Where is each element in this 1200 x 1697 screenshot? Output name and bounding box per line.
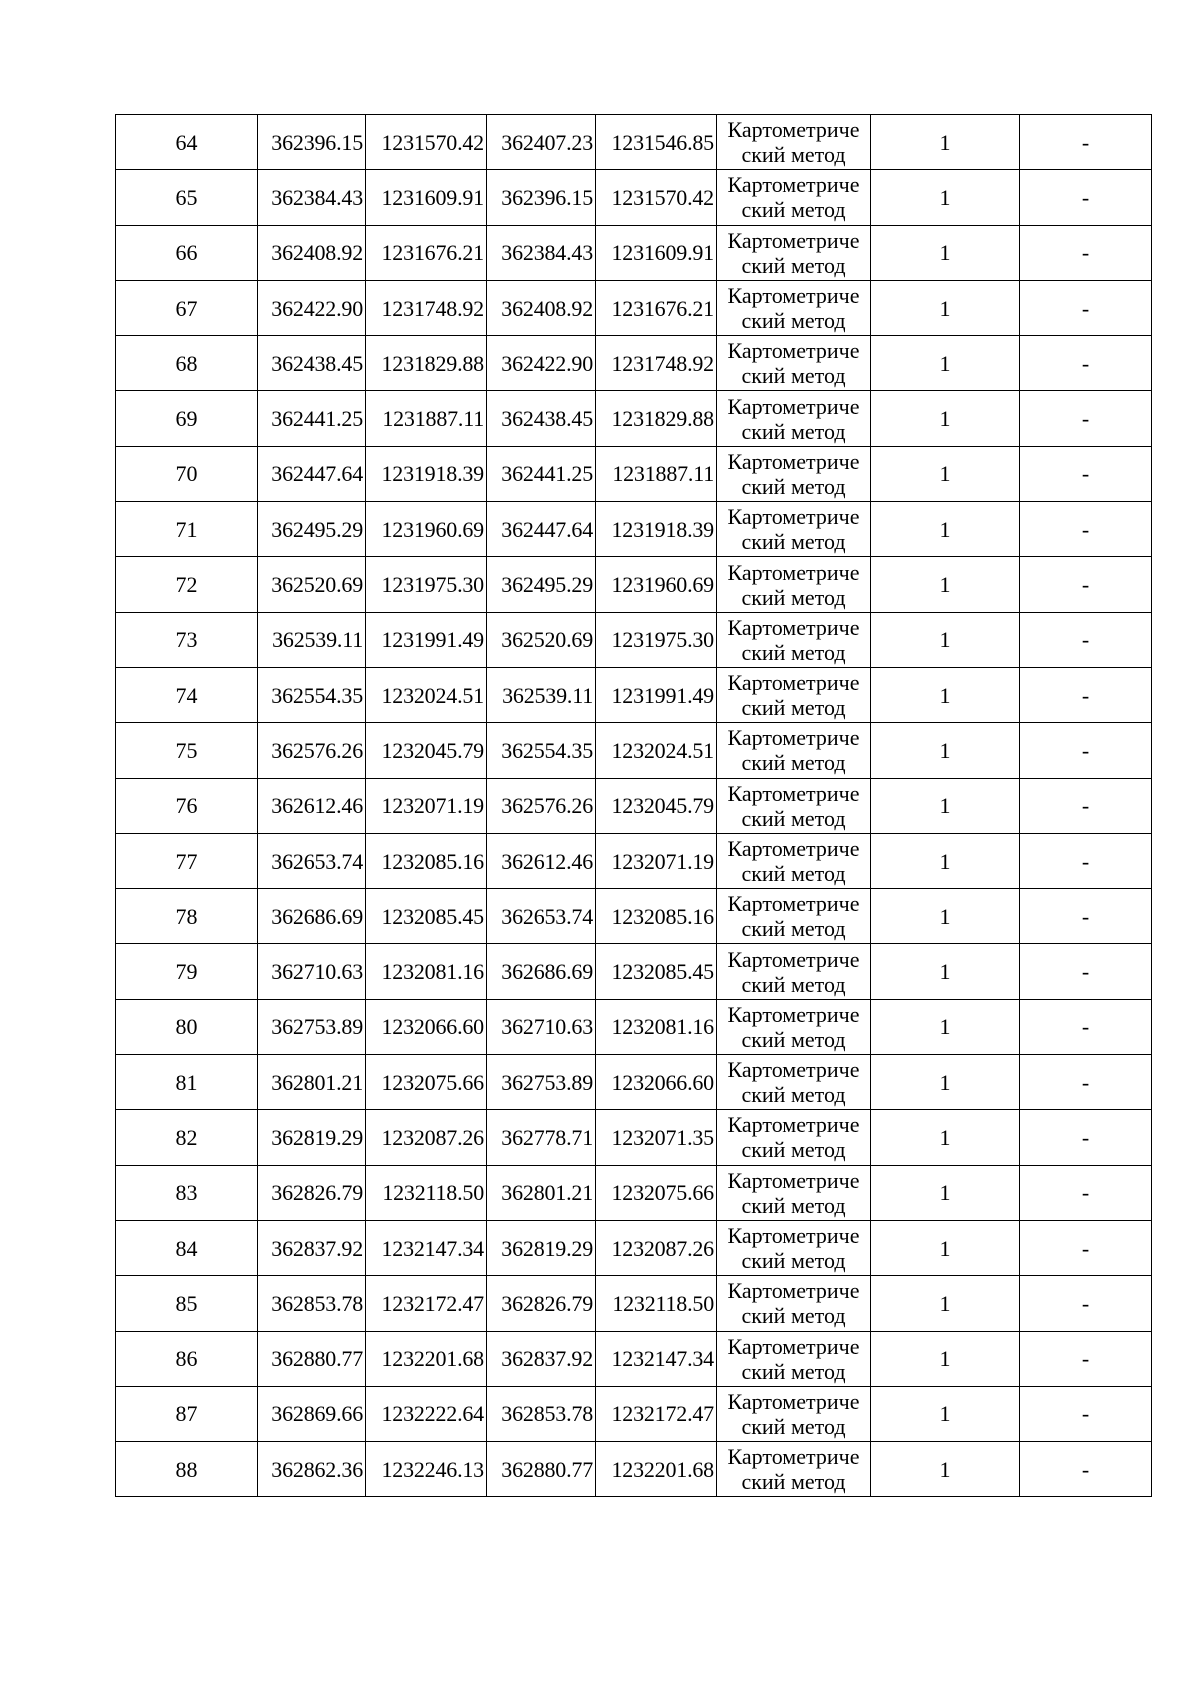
note-cell: - — [1020, 1110, 1152, 1165]
method-cell — [717, 1220, 871, 1275]
method-text-line2: ский метод — [741, 750, 846, 776]
accuracy-cell: 1 — [871, 446, 1020, 501]
method-cell — [717, 336, 871, 391]
method-text-line1: Картометриче — [727, 1388, 860, 1414]
x2-cell: 362653.74 — [487, 889, 596, 944]
accuracy-cell: 1 — [871, 1110, 1020, 1165]
point-number-cell: 69 — [116, 391, 258, 446]
method-text-line2: ский метод — [741, 363, 846, 389]
y1-cell: 1231609.91 — [366, 170, 487, 225]
x1-cell: 362539.11 — [258, 612, 366, 667]
method-text-line2: ский метод — [741, 1026, 846, 1052]
method-text-line1: Картометриче — [727, 614, 860, 640]
y2-cell: 1232071.19 — [596, 833, 717, 888]
y2-cell: 1232147.34 — [596, 1331, 717, 1386]
accuracy-cell: 1 — [871, 778, 1020, 833]
accuracy-cell: 1 — [871, 833, 1020, 888]
accuracy-cell: 1 — [871, 1331, 1020, 1386]
x1-cell: 362801.21 — [258, 1055, 366, 1110]
note-cell: - — [1020, 115, 1152, 170]
method-text-line2: ский метод — [741, 639, 846, 665]
table-row — [116, 280, 1152, 335]
y1-cell: 1232118.50 — [366, 1165, 487, 1220]
table-row — [116, 1165, 1152, 1220]
x1-cell: 362853.78 — [258, 1276, 366, 1331]
note-cell: - — [1020, 1386, 1152, 1441]
method-text-line1: Картометриче — [727, 283, 860, 309]
method-text-line2: ский метод — [741, 1413, 846, 1439]
method-cell — [717, 1055, 871, 1110]
method-text-line2: ский метод — [741, 529, 846, 555]
point-number-cell: 88 — [116, 1442, 258, 1497]
x1-cell: 362880.77 — [258, 1331, 366, 1386]
method-text-line1: Картометриче — [727, 946, 860, 972]
x1-cell: 362862.36 — [258, 1442, 366, 1497]
point-number-cell: 84 — [116, 1220, 258, 1275]
method-text-line1: Картометриче — [727, 1167, 860, 1193]
y1-cell: 1232085.16 — [366, 833, 487, 888]
method-text-line2: ский метод — [741, 142, 846, 168]
x2-cell: 362853.78 — [487, 1386, 596, 1441]
x1-cell: 362653.74 — [258, 833, 366, 888]
table-row — [116, 446, 1152, 501]
table-row — [116, 667, 1152, 722]
y2-cell: 1232081.16 — [596, 999, 717, 1054]
y1-cell: 1232201.68 — [366, 1331, 487, 1386]
x2-cell: 362819.29 — [487, 1220, 596, 1275]
y1-cell: 1231676.21 — [366, 225, 487, 280]
point-number-cell: 76 — [116, 778, 258, 833]
method-text-line1: Картометриче — [727, 172, 860, 198]
y2-cell: 1231991.49 — [596, 667, 717, 722]
point-number-cell: 65 — [116, 170, 258, 225]
y1-cell: 1232081.16 — [366, 944, 487, 999]
table-row — [116, 1386, 1152, 1441]
point-number-cell: 71 — [116, 502, 258, 557]
y2-cell: 1231676.21 — [596, 280, 717, 335]
method-cell — [717, 446, 871, 501]
y2-cell: 1232075.66 — [596, 1165, 717, 1220]
point-number-cell: 74 — [116, 667, 258, 722]
method-text-line1: Картометриче — [727, 1057, 860, 1083]
method-text-line1: Картометриче — [727, 1333, 860, 1359]
note-cell: - — [1020, 612, 1152, 667]
point-number-cell: 73 — [116, 612, 258, 667]
y1-cell: 1232075.66 — [366, 1055, 487, 1110]
x1-cell: 362422.90 — [258, 280, 366, 335]
point-number-cell: 64 — [116, 115, 258, 170]
accuracy-cell: 1 — [871, 1442, 1020, 1497]
method-cell — [717, 1386, 871, 1441]
method-cell — [717, 280, 871, 335]
y1-cell: 1231829.88 — [366, 336, 487, 391]
y2-cell: 1232118.50 — [596, 1276, 717, 1331]
accuracy-cell: 1 — [871, 280, 1020, 335]
method-text-line1: Картометриче — [727, 725, 860, 751]
method-cell — [717, 170, 871, 225]
table-row — [116, 1110, 1152, 1165]
y2-cell: 1231546.85 — [596, 115, 717, 170]
y2-cell: 1231975.30 — [596, 612, 717, 667]
method-text-line2: ский метод — [741, 1137, 846, 1163]
x2-cell: 362801.21 — [487, 1165, 596, 1220]
x1-cell: 362384.43 — [258, 170, 366, 225]
method-text-line2: ский метод — [741, 1469, 846, 1495]
method-cell — [717, 115, 871, 170]
x2-cell: 362554.35 — [487, 723, 596, 778]
y1-cell: 1232222.64 — [366, 1386, 487, 1441]
table-body — [116, 115, 1152, 1497]
x1-cell: 362869.66 — [258, 1386, 366, 1441]
accuracy-cell: 1 — [871, 723, 1020, 778]
y2-cell: 1232201.68 — [596, 1442, 717, 1497]
x1-cell: 362438.45 — [258, 336, 366, 391]
method-text-line2: ский метод — [741, 418, 846, 444]
note-cell: - — [1020, 1331, 1152, 1386]
accuracy-cell: 1 — [871, 336, 1020, 391]
method-text-line1: Картометриче — [727, 227, 860, 253]
method-cell — [717, 723, 871, 778]
accuracy-cell: 1 — [871, 170, 1020, 225]
table-row — [116, 170, 1152, 225]
method-text-line1: Картометриче — [727, 780, 860, 806]
method-text-line2: ский метод — [741, 1358, 846, 1384]
method-text-line2: ский метод — [741, 308, 846, 334]
y2-cell: 1232024.51 — [596, 723, 717, 778]
x1-cell: 362396.15 — [258, 115, 366, 170]
method-cell — [717, 1331, 871, 1386]
method-cell — [717, 667, 871, 722]
y1-cell: 1232087.26 — [366, 1110, 487, 1165]
accuracy-cell: 1 — [871, 1276, 1020, 1331]
method-text-line2: ский метод — [741, 805, 846, 831]
method-text-line2: ский метод — [741, 695, 846, 721]
point-number-cell: 72 — [116, 557, 258, 612]
accuracy-cell: 1 — [871, 889, 1020, 944]
x1-cell: 362819.29 — [258, 1110, 366, 1165]
x2-cell: 362441.25 — [487, 446, 596, 501]
point-number-cell: 87 — [116, 1386, 258, 1441]
y1-cell: 1232085.45 — [366, 889, 487, 944]
y1-cell: 1231991.49 — [366, 612, 487, 667]
x2-cell: 362422.90 — [487, 336, 596, 391]
y1-cell: 1232147.34 — [366, 1220, 487, 1275]
point-number-cell: 85 — [116, 1276, 258, 1331]
table-row — [116, 391, 1152, 446]
x1-cell: 362612.46 — [258, 778, 366, 833]
method-text-line1: Картометриче — [727, 393, 860, 419]
method-text-line1: Картометриче — [727, 1112, 860, 1138]
method-cell — [717, 502, 871, 557]
point-number-cell: 77 — [116, 833, 258, 888]
x2-cell: 362407.23 — [487, 115, 596, 170]
method-text-line1: Картометриче — [727, 1001, 860, 1027]
accuracy-cell: 1 — [871, 667, 1020, 722]
y2-cell: 1232071.35 — [596, 1110, 717, 1165]
accuracy-cell: 1 — [871, 502, 1020, 557]
note-cell: - — [1020, 446, 1152, 501]
x2-cell: 362495.29 — [487, 557, 596, 612]
x2-cell: 362520.69 — [487, 612, 596, 667]
method-cell — [717, 999, 871, 1054]
table-row — [116, 723, 1152, 778]
method-cell — [717, 1165, 871, 1220]
method-text-line1: Картометриче — [727, 338, 860, 364]
x2-cell: 362837.92 — [487, 1331, 596, 1386]
y2-cell: 1232085.16 — [596, 889, 717, 944]
accuracy-cell: 1 — [871, 612, 1020, 667]
method-text-line2: ский метод — [741, 1192, 846, 1218]
x1-cell: 362408.92 — [258, 225, 366, 280]
x2-cell: 362778.71 — [487, 1110, 596, 1165]
note-cell: - — [1020, 1055, 1152, 1110]
x1-cell: 362710.63 — [258, 944, 366, 999]
method-text-line1: Картометриче — [727, 891, 860, 917]
y1-cell: 1231918.39 — [366, 446, 487, 501]
method-text-line2: ский метод — [741, 473, 846, 499]
point-number-cell: 86 — [116, 1331, 258, 1386]
method-cell — [717, 612, 871, 667]
note-cell: - — [1020, 999, 1152, 1054]
x2-cell: 362408.92 — [487, 280, 596, 335]
method-text-line2: ский метод — [741, 1082, 846, 1108]
coordinates-table — [115, 114, 1152, 1497]
x1-cell: 362495.29 — [258, 502, 366, 557]
x1-cell: 362441.25 — [258, 391, 366, 446]
note-cell: - — [1020, 833, 1152, 888]
method-cell — [717, 778, 871, 833]
point-number-cell: 68 — [116, 336, 258, 391]
table-row — [116, 1331, 1152, 1386]
y2-cell: 1231829.88 — [596, 391, 717, 446]
accuracy-cell: 1 — [871, 1055, 1020, 1110]
method-cell — [717, 1276, 871, 1331]
point-number-cell: 78 — [116, 889, 258, 944]
table-row — [116, 1276, 1152, 1331]
x1-cell: 362837.92 — [258, 1220, 366, 1275]
point-number-cell: 79 — [116, 944, 258, 999]
method-text-line2: ский метод — [741, 584, 846, 610]
method-text-line1: Картометриче — [727, 1223, 860, 1249]
y2-cell: 1232087.26 — [596, 1220, 717, 1275]
point-number-cell: 83 — [116, 1165, 258, 1220]
note-cell: - — [1020, 778, 1152, 833]
method-cell — [717, 833, 871, 888]
note-cell: - — [1020, 1220, 1152, 1275]
method-text-line1: Картометриче — [727, 836, 860, 861]
x2-cell: 362753.89 — [487, 1055, 596, 1110]
y2-cell: 1231960.69 — [596, 557, 717, 612]
y2-cell: 1232045.79 — [596, 778, 717, 833]
note-cell: - — [1020, 170, 1152, 225]
y1-cell: 1231975.30 — [366, 557, 487, 612]
note-cell: - — [1020, 557, 1152, 612]
note-cell: - — [1020, 667, 1152, 722]
method-text-line2: ский метод — [741, 971, 846, 997]
x1-cell: 362753.89 — [258, 999, 366, 1054]
point-number-cell: 82 — [116, 1110, 258, 1165]
y2-cell: 1231748.92 — [596, 336, 717, 391]
y2-cell: 1231887.11 — [596, 446, 717, 501]
method-text-line2: ский метод — [741, 1248, 846, 1274]
note-cell: - — [1020, 1276, 1152, 1331]
x1-cell: 362826.79 — [258, 1165, 366, 1220]
y2-cell: 1231570.42 — [596, 170, 717, 225]
method-text-line2: ский метод — [741, 916, 846, 942]
y1-cell: 1232045.79 — [366, 723, 487, 778]
x2-cell: 362576.26 — [487, 778, 596, 833]
table-row — [116, 778, 1152, 833]
note-cell: - — [1020, 280, 1152, 335]
method-text-line2: ский метод — [741, 1303, 846, 1329]
point-number-cell: 66 — [116, 225, 258, 280]
method-text-line2: ский метод — [741, 252, 846, 278]
y2-cell: 1231609.91 — [596, 225, 717, 280]
point-number-cell: 81 — [116, 1055, 258, 1110]
method-cell — [717, 391, 871, 446]
point-number-cell: 75 — [116, 723, 258, 778]
note-cell: - — [1020, 502, 1152, 557]
accuracy-cell: 1 — [871, 999, 1020, 1054]
point-number-cell: 80 — [116, 999, 258, 1054]
accuracy-cell: 1 — [871, 115, 1020, 170]
x2-cell: 362826.79 — [487, 1276, 596, 1331]
method-cell — [717, 557, 871, 612]
table-row — [116, 336, 1152, 391]
method-text-line2: ский метод — [741, 861, 846, 886]
y1-cell: 1231748.92 — [366, 280, 487, 335]
table-row — [116, 1055, 1152, 1110]
table-row — [116, 999, 1152, 1054]
note-cell: - — [1020, 225, 1152, 280]
x2-cell: 362438.45 — [487, 391, 596, 446]
method-text-line1: Картометриче — [727, 1278, 860, 1304]
note-cell: - — [1020, 1165, 1152, 1220]
y1-cell: 1232172.47 — [366, 1276, 487, 1331]
table-row — [116, 502, 1152, 557]
note-cell: - — [1020, 889, 1152, 944]
method-text-line1: Картометриче — [727, 448, 860, 474]
table-row — [116, 1220, 1152, 1275]
note-cell: - — [1020, 1442, 1152, 1497]
method-text-line1: Картометриче — [727, 670, 860, 696]
method-cell — [717, 1110, 871, 1165]
accuracy-cell: 1 — [871, 1220, 1020, 1275]
x1-cell: 362520.69 — [258, 557, 366, 612]
method-cell — [717, 1442, 871, 1497]
x2-cell: 362686.69 — [487, 944, 596, 999]
y2-cell: 1231918.39 — [596, 502, 717, 557]
y1-cell: 1232246.13 — [366, 1442, 487, 1497]
accuracy-cell: 1 — [871, 557, 1020, 612]
y2-cell: 1232085.45 — [596, 944, 717, 999]
y1-cell: 1231960.69 — [366, 502, 487, 557]
x2-cell: 362710.63 — [487, 999, 596, 1054]
accuracy-cell: 1 — [871, 1165, 1020, 1220]
y2-cell: 1232066.60 — [596, 1055, 717, 1110]
table-row — [116, 833, 1152, 888]
method-cell — [717, 225, 871, 280]
accuracy-cell: 1 — [871, 1386, 1020, 1441]
accuracy-cell: 1 — [871, 225, 1020, 280]
y1-cell: 1232024.51 — [366, 667, 487, 722]
x2-cell: 362396.15 — [487, 170, 596, 225]
x2-cell: 362612.46 — [487, 833, 596, 888]
point-number-cell: 70 — [116, 446, 258, 501]
method-text-line1: Картометриче — [727, 559, 860, 585]
table-row — [116, 612, 1152, 667]
y1-cell: 1231887.11 — [366, 391, 487, 446]
y1-cell: 1232066.60 — [366, 999, 487, 1054]
x2-cell: 362384.43 — [487, 225, 596, 280]
table-row — [116, 115, 1152, 170]
x1-cell: 362447.64 — [258, 446, 366, 501]
note-cell: - — [1020, 944, 1152, 999]
method-cell — [717, 944, 871, 999]
method-text-line1: Картометриче — [727, 117, 860, 143]
x2-cell: 362880.77 — [487, 1442, 596, 1497]
note-cell: - — [1020, 336, 1152, 391]
x2-cell: 362539.11 — [487, 667, 596, 722]
method-text-line2: ский метод — [741, 197, 846, 223]
table-row — [116, 1442, 1152, 1497]
accuracy-cell: 1 — [871, 391, 1020, 446]
note-cell: - — [1020, 723, 1152, 778]
table-row — [116, 889, 1152, 944]
table-row — [116, 944, 1152, 999]
table-row — [116, 557, 1152, 612]
method-text-line1: Картометриче — [727, 1444, 860, 1470]
accuracy-cell: 1 — [871, 944, 1020, 999]
note-cell: - — [1020, 391, 1152, 446]
y1-cell: 1232071.19 — [366, 778, 487, 833]
x1-cell: 362686.69 — [258, 889, 366, 944]
x1-cell: 362554.35 — [258, 667, 366, 722]
table-row — [116, 225, 1152, 280]
x2-cell: 362447.64 — [487, 502, 596, 557]
y2-cell: 1232172.47 — [596, 1386, 717, 1441]
point-number-cell: 67 — [116, 280, 258, 335]
method-text-line1: Картометриче — [727, 504, 860, 530]
method-cell — [717, 889, 871, 944]
x1-cell: 362576.26 — [258, 723, 366, 778]
y1-cell: 1231570.42 — [366, 115, 487, 170]
